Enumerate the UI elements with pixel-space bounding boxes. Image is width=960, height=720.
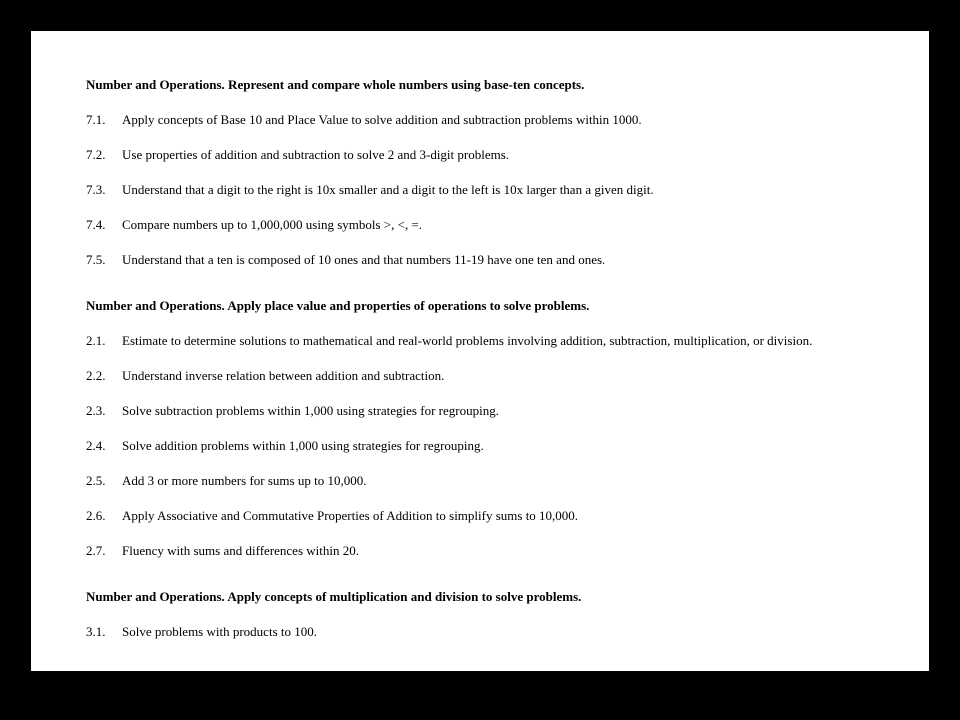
item-text: Understand that a digit to the right is 10x smaller and a digit to the left is 10x larger than a given digit. bbox=[122, 182, 654, 197]
item-text: Solve addition problems within 1,000 using strategies for regrouping. bbox=[122, 438, 484, 453]
list-item bbox=[86, 438, 909, 454]
item-text: Use properties of addition and subtraction to solve 2 and 3-digit problems. bbox=[122, 147, 510, 162]
item-text: Fluency with sums and differences within 20. bbox=[122, 543, 359, 558]
item-text: Apply Associative and Commutative Properties of Addition to simplify sums to 10,000. bbox=[122, 508, 579, 523]
section-heading: Number and Operations. Apply concepts of multiplication and division to solve problems. bbox=[86, 589, 582, 604]
list-item bbox=[86, 252, 909, 268]
list-item bbox=[86, 147, 909, 163]
list-item bbox=[86, 624, 909, 640]
list-item bbox=[86, 403, 909, 419]
list-item bbox=[86, 182, 909, 198]
section-heading: Number and Operations. Apply place value and properties of operations to solve problems. bbox=[86, 298, 590, 313]
list-item bbox=[86, 473, 909, 489]
list-item bbox=[86, 217, 909, 233]
item-number: 7.2. bbox=[86, 147, 106, 162]
item-number: 2.1. bbox=[86, 333, 106, 348]
item-number: 7.4. bbox=[86, 217, 106, 232]
list-item bbox=[86, 508, 909, 524]
item-number: 7.3. bbox=[86, 182, 106, 197]
item-number: 7.5. bbox=[86, 252, 106, 267]
item-number: 2.3. bbox=[86, 403, 106, 418]
document-content bbox=[86, 77, 909, 640]
section-heading: Number and Operations. Represent and compare whole numbers using base-ten concepts. bbox=[86, 77, 585, 92]
item-text: Estimate to determine solutions to mathematical and real-world problems involving addition, subtraction, multiplication, or division. bbox=[122, 333, 813, 348]
list-item bbox=[86, 112, 909, 128]
item-number: 2.7. bbox=[86, 543, 106, 558]
item-number: 2.6. bbox=[86, 508, 106, 523]
list-item bbox=[86, 543, 909, 559]
list-item bbox=[86, 333, 909, 349]
item-number: 2.5. bbox=[86, 473, 106, 488]
document-page bbox=[31, 31, 929, 671]
list-item bbox=[86, 368, 909, 384]
item-text: Compare numbers up to 1,000,000 using symbols >, <, =. bbox=[122, 217, 423, 232]
item-text: Solve problems with products to 100. bbox=[122, 624, 317, 639]
item-number: 3.1. bbox=[86, 624, 106, 639]
item-text: Add 3 or more numbers for sums up to 10,000. bbox=[122, 473, 367, 488]
item-text: Solve subtraction problems within 1,000 using strategies for regrouping. bbox=[122, 403, 499, 418]
item-number: 2.4. bbox=[86, 438, 106, 453]
item-text: Understand inverse relation between addition and subtraction. bbox=[122, 368, 445, 383]
item-number: 7.1. bbox=[86, 112, 106, 127]
item-text: Apply concepts of Base 10 and Place Value to solve addition and subtraction problems within 1000. bbox=[122, 112, 642, 127]
item-number: 2.2. bbox=[86, 368, 106, 383]
item-text: Understand that a ten is composed of 10 ones and that numbers 11-19 have one ten and ones. bbox=[122, 252, 606, 267]
